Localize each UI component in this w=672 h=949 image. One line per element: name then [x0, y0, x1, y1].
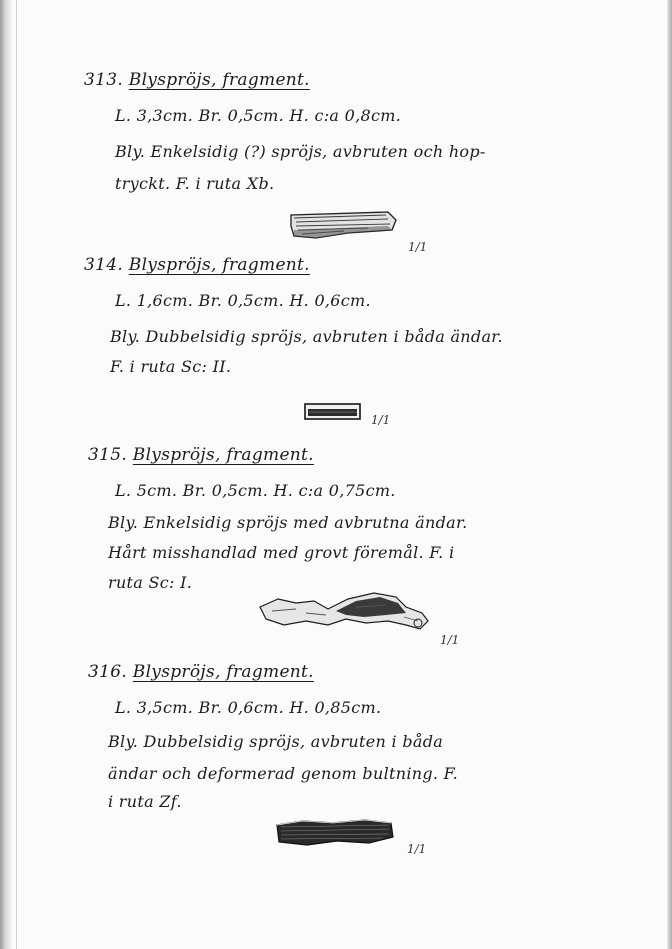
lead-came-sketch: [256, 585, 432, 641]
entry-text-line: Bly. Dubbelsidig spröjs, avbruten i båda ändar.: [110, 327, 503, 346]
page-binding-edge: [0, 0, 12, 949]
entry-measures: L. 5cm. Br. 0,5cm. H. c:a 0,75cm.: [115, 481, 396, 500]
entry-text-line: Bly. Enkelsidig (?) spröjs, avbruten och hop-: [115, 142, 486, 161]
entry-text-line: Bly. Enkelsidig spröjs med avbrutna ändar.: [108, 513, 468, 532]
page-fold-line: [16, 0, 17, 949]
entry-text-line: i ruta Zf.: [108, 792, 182, 811]
entry-title: Blyspröjs, fragment.: [132, 445, 314, 465]
scale-label: 1/1: [407, 842, 427, 856]
entry-title: Blyspröjs, fragment.: [128, 70, 310, 90]
entry-heading: [84, 255, 310, 275]
entry-heading: [84, 70, 310, 90]
lead-came-sketch: [288, 206, 400, 246]
scale-label: 1/1: [408, 240, 428, 254]
entry-title: Blyspröjs, fragment.: [132, 662, 314, 682]
entry-number: 315.: [88, 445, 128, 465]
scale-label: 1/1: [440, 633, 460, 647]
entry-text-line: Bly. Dubbelsidig spröjs, avbruten i båda: [108, 732, 444, 751]
entry-number: 314.: [84, 255, 124, 275]
entry-heading: [88, 445, 314, 465]
page-right-edge: [667, 0, 672, 949]
entry-heading: [88, 662, 314, 682]
entry-text-line: ändar och deformerad genom bultning. F.: [108, 764, 458, 783]
lead-came-sketch: [303, 400, 363, 424]
entry-text-line: F. i ruta Sc: II.: [110, 357, 232, 376]
entry-title: Blyspröjs, fragment.: [128, 255, 310, 275]
entry-text-line: tryckt. F. i ruta Xb.: [115, 174, 275, 193]
scale-label: 1/1: [371, 413, 391, 427]
lead-came-sketch: [273, 815, 397, 851]
entry-text-line: Hårt misshandlad med grovt föremål. F. i: [108, 543, 455, 562]
entry-measures: L. 3,3cm. Br. 0,5cm. H. c:a 0,8cm.: [115, 106, 402, 125]
entry-measures: L. 1,6cm. Br. 0,5cm. H. 0,6cm.: [115, 291, 371, 310]
entry-number: 316.: [88, 662, 128, 682]
entry-text-line: ruta Sc: I.: [108, 573, 193, 592]
entry-measures: L. 3,5cm. Br. 0,6cm. H. 0,85cm.: [115, 698, 382, 717]
entry-number: 313.: [84, 70, 124, 90]
